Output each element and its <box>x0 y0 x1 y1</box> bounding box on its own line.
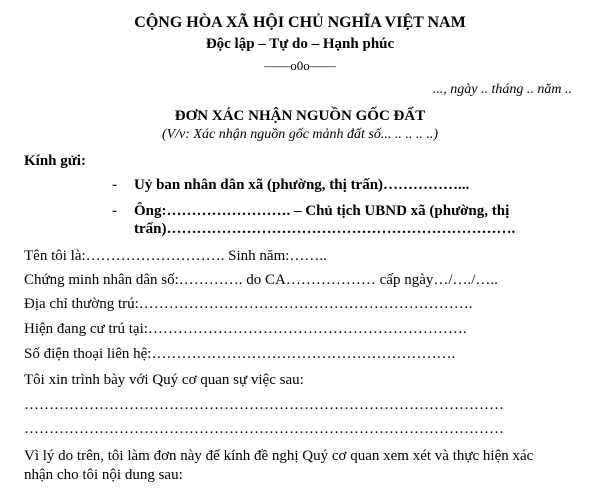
field-permanent-address: Địa chỉ thường trú:…………………………………………………………. <box>24 296 473 312</box>
recipient-dash-1: - <box>112 177 117 193</box>
motto: Độc lập – Tự do – Hạnh phúc <box>205 36 395 52</box>
document-title: ĐƠN XÁC NHẬN NGUỒN GỐC ĐẤT <box>174 108 426 124</box>
date-line: ..., ngày .. tháng .. năm .. <box>432 82 572 97</box>
field-current-residence: Hiện đang cư trú tại:………………………………………………………. <box>24 321 467 337</box>
body-intro: Tôi xin trình bày với Quý cơ quan sự việc sau: <box>24 372 304 388</box>
recipient-item-2-line2: trấn)……………………………………………………………. <box>134 221 516 237</box>
body-dots-line-2: …………………………………………………………………………………… <box>24 421 504 437</box>
recipients-label: Kính gửi: <box>24 153 86 169</box>
body-dots-line-1: …………………………………………………………………………………… <box>24 397 504 413</box>
recipient-item-2-line1: Ông:……………………. – Chủ tịch UBND xã (phường, thị <box>134 203 510 219</box>
field-name: Tên tôi là:………………………. Sinh năm:…….. <box>24 248 327 264</box>
document-subject: (V/v: Xác nhận nguồn gốc mảnh đất số... .. .. .. ..) <box>161 127 439 142</box>
field-phone: Số điện thoại liên hệ:……………………………………………………. <box>24 346 456 362</box>
request-line-1: Vì lý do trên, tôi làm đơn này để kính đề nghị Quý cơ quan xem xét và thực hiện xác <box>24 448 534 464</box>
ornament-divider: ——o0o—— <box>264 58 336 73</box>
country-heading: CỘNG HÒA XÃ HỘI CHỦ NGHĨA VIỆT NAM <box>134 14 466 31</box>
recipient-dash-2: - <box>112 203 117 219</box>
recipient-item-1: Uỷ ban nhân dân xã (phường, thị trấn)……………... <box>134 177 470 193</box>
field-id-card: Chứng minh nhân dân số:…………. do CA……………… cấp ngày…/…./….. <box>24 272 498 288</box>
request-line-2: nhận cho tôi nội dung sau: <box>24 467 183 483</box>
